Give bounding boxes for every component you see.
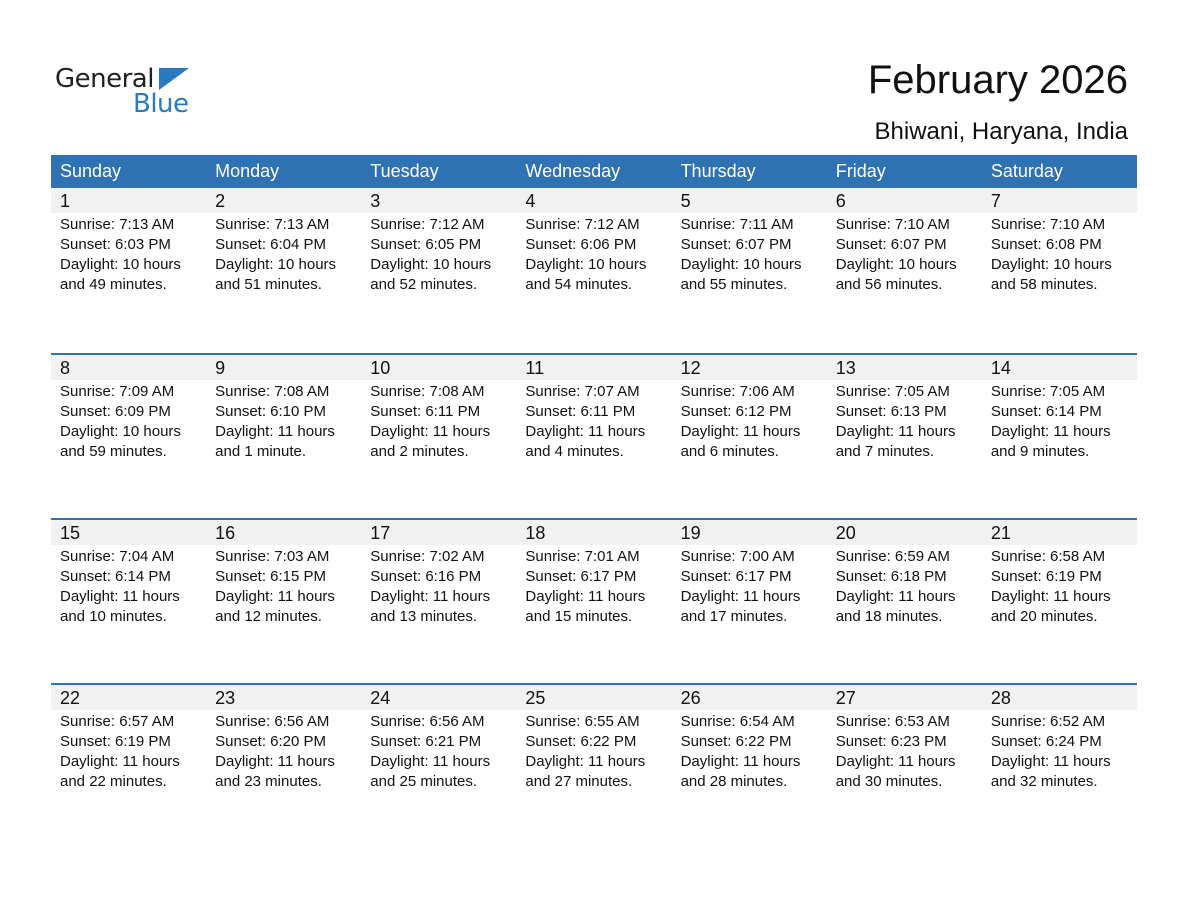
day-info	[516, 710, 671, 792]
sunset-text: Sunset: 6:14 PM	[60, 568, 171, 585]
day-info	[206, 380, 361, 462]
sunrise-text: Sunrise: 6:53 AM	[835, 713, 950, 730]
logo-text-blue: Blue	[133, 89, 189, 119]
daylight-text: Daylight: 11 hours	[990, 423, 1111, 440]
day-cell	[206, 188, 361, 295]
sunrise-text: Sunrise: 7:00 AM	[680, 548, 795, 565]
day-info	[982, 380, 1137, 462]
daylight-text: Daylight: 11 hours	[680, 753, 801, 770]
daylight-text: and 27 minutes.	[525, 773, 633, 790]
day-info	[982, 213, 1137, 295]
day-cell	[982, 520, 1137, 627]
daylight-text: and 10 minutes.	[60, 608, 167, 625]
daylight-text: Daylight: 10 hours	[680, 256, 802, 273]
day-number: 10	[361, 355, 516, 380]
day-info	[51, 213, 206, 295]
daylight-text: Daylight: 11 hours	[215, 423, 335, 440]
day-cell	[672, 188, 827, 295]
daylight-text: and 12 minutes.	[215, 608, 322, 625]
day-info	[827, 380, 982, 462]
daylight-text: and 15 minutes.	[525, 608, 633, 625]
daylight-text: and 54 minutes.	[525, 276, 633, 293]
daylight-text: and 32 minutes.	[990, 773, 1098, 790]
daylight-text: Daylight: 11 hours	[215, 588, 335, 605]
daylight-text: and 4 minutes.	[525, 443, 624, 460]
day-number: 6	[827, 188, 982, 213]
sunset-text: Sunset: 6:17 PM	[525, 568, 637, 585]
day-number: 24	[361, 685, 516, 710]
day-number: 1	[51, 188, 206, 213]
sunset-text: Sunset: 6:15 PM	[215, 568, 327, 585]
day-number: 19	[672, 520, 827, 545]
day-info	[361, 545, 516, 627]
daylight-text: and 17 minutes.	[680, 608, 788, 625]
logo-text-general: General	[55, 64, 154, 94]
sunset-text: Sunset: 6:07 PM	[680, 236, 792, 253]
daylight-text: Daylight: 10 hours	[215, 256, 337, 273]
day-cell	[827, 355, 982, 462]
day-number: 8	[51, 355, 206, 380]
calendar-body	[51, 188, 1137, 848]
daylight-text: Daylight: 11 hours	[370, 423, 491, 440]
day-info	[827, 710, 982, 792]
day-cell	[51, 520, 206, 627]
day-info	[982, 545, 1137, 627]
day-number: 4	[516, 188, 671, 213]
daylight-text: Daylight: 11 hours	[990, 753, 1111, 770]
day-number: 7	[982, 188, 1137, 213]
day-number: 11	[516, 355, 671, 380]
daylight-text: Daylight: 11 hours	[370, 588, 491, 605]
sunset-text: Sunset: 6:16 PM	[370, 568, 482, 585]
day-cell	[982, 188, 1137, 295]
sunset-text: Sunset: 6:24 PM	[990, 733, 1102, 750]
day-number: 22	[51, 685, 206, 710]
daylight-text: and 49 minutes.	[60, 276, 167, 293]
day-info	[516, 213, 671, 295]
day-cell	[516, 355, 671, 462]
day-cell	[827, 520, 982, 627]
location-subtitle: Bhiwani, Haryana, India	[874, 118, 1128, 145]
day-info	[51, 380, 206, 462]
daylight-text: and 22 minutes.	[60, 773, 167, 790]
sunrise-text: Sunrise: 6:55 AM	[525, 713, 640, 730]
day-number: 16	[206, 520, 361, 545]
sunset-text: Sunset: 6:21 PM	[370, 733, 482, 750]
daylight-text: and 59 minutes.	[60, 443, 167, 460]
generalblue-logo	[55, 64, 205, 124]
day-number: 14	[982, 355, 1137, 380]
day-cell	[51, 355, 206, 462]
week-row	[51, 518, 1137, 683]
day-number: 26	[672, 685, 827, 710]
day-cell	[361, 520, 516, 627]
day-info	[672, 545, 827, 627]
day-info	[206, 545, 361, 627]
day-number: 23	[206, 685, 361, 710]
daylight-text: Daylight: 10 hours	[990, 256, 1112, 273]
day-cell	[516, 685, 671, 792]
daylight-text: and 28 minutes.	[680, 773, 788, 790]
day-info	[827, 213, 982, 295]
day-cell	[672, 685, 827, 792]
logo-triangle-icon	[159, 68, 189, 90]
sunset-text: Sunset: 6:11 PM	[370, 403, 481, 420]
day-number: 5	[672, 188, 827, 213]
daylight-text: Daylight: 11 hours	[60, 588, 180, 605]
sunrise-text: Sunrise: 7:10 AM	[835, 216, 950, 233]
sunrise-text: Sunrise: 7:03 AM	[215, 548, 330, 565]
daylight-text: and 55 minutes.	[680, 276, 788, 293]
sunset-text: Sunset: 6:17 PM	[680, 568, 792, 585]
day-info	[516, 380, 671, 462]
day-info	[672, 213, 827, 295]
sunrise-text: Sunrise: 7:10 AM	[990, 216, 1106, 233]
sunrise-text: Sunrise: 6:59 AM	[835, 548, 950, 565]
day-number: 13	[827, 355, 982, 380]
daylight-text: Daylight: 10 hours	[835, 256, 957, 273]
daylight-text: Daylight: 10 hours	[60, 256, 181, 273]
daylight-text: and 2 minutes.	[370, 443, 469, 460]
daylight-text: Daylight: 11 hours	[680, 588, 801, 605]
sunset-text: Sunset: 6:23 PM	[835, 733, 947, 750]
week-row	[51, 683, 1137, 848]
daylight-text: Daylight: 10 hours	[60, 423, 181, 440]
sunrise-text: Sunrise: 7:04 AM	[60, 548, 175, 565]
day-info	[516, 545, 671, 627]
day-number: 28	[982, 685, 1137, 710]
day-number: 20	[827, 520, 982, 545]
sunset-text: Sunset: 6:10 PM	[215, 403, 327, 420]
weekday-header-row	[51, 155, 1137, 188]
sunrise-text: Sunrise: 7:13 AM	[215, 216, 330, 233]
day-info	[51, 545, 206, 627]
sunrise-text: Sunrise: 7:01 AM	[525, 548, 640, 565]
sunrise-text: Sunrise: 7:02 AM	[370, 548, 485, 565]
day-cell	[206, 685, 361, 792]
week-row	[51, 188, 1137, 353]
daylight-text: Daylight: 11 hours	[990, 588, 1111, 605]
sunset-text: Sunset: 6:09 PM	[60, 403, 171, 420]
sunset-text: Sunset: 6:20 PM	[215, 733, 327, 750]
weekday-header-monday: Monday	[215, 161, 280, 181]
sunset-text: Sunset: 6:07 PM	[835, 236, 947, 253]
sunset-text: Sunset: 6:18 PM	[835, 568, 947, 585]
daylight-text: and 51 minutes.	[215, 276, 322, 293]
daylight-text: Daylight: 11 hours	[835, 423, 956, 440]
day-cell	[982, 685, 1137, 792]
sunset-text: Sunset: 6:14 PM	[990, 403, 1102, 420]
day-info	[206, 710, 361, 792]
day-number: 9	[206, 355, 361, 380]
day-cell	[672, 355, 827, 462]
sunrise-text: Sunrise: 7:05 AM	[835, 383, 950, 400]
day-cell	[827, 685, 982, 792]
day-cell	[361, 188, 516, 295]
sunset-text: Sunset: 6:06 PM	[525, 236, 637, 253]
day-number: 3	[361, 188, 516, 213]
sunset-text: Sunset: 6:22 PM	[680, 733, 792, 750]
sunrise-text: Sunrise: 7:09 AM	[60, 383, 175, 400]
daylight-text: Daylight: 11 hours	[370, 753, 491, 770]
daylight-text: Daylight: 11 hours	[525, 423, 646, 440]
day-number: 15	[51, 520, 206, 545]
sunrise-text: Sunrise: 7:05 AM	[990, 383, 1106, 400]
sunrise-text: Sunrise: 7:08 AM	[370, 383, 485, 400]
daylight-text: and 7 minutes.	[835, 443, 935, 460]
daylight-text: Daylight: 11 hours	[215, 753, 335, 770]
day-number: 2	[206, 188, 361, 213]
day-number: 17	[361, 520, 516, 545]
day-cell	[361, 355, 516, 462]
day-info	[672, 710, 827, 792]
day-info	[361, 213, 516, 295]
daylight-text: and 6 minutes.	[680, 443, 779, 460]
sunrise-text: Sunrise: 7:06 AM	[680, 383, 795, 400]
sunset-text: Sunset: 6:11 PM	[525, 403, 636, 420]
sunset-text: Sunset: 6:13 PM	[835, 403, 947, 420]
daylight-text: Daylight: 11 hours	[835, 588, 956, 605]
sunset-text: Sunset: 6:12 PM	[680, 403, 792, 420]
sunset-text: Sunset: 6:08 PM	[990, 236, 1102, 253]
sunset-text: Sunset: 6:22 PM	[525, 733, 637, 750]
daylight-text: Daylight: 10 hours	[370, 256, 492, 273]
daylight-text: and 58 minutes.	[990, 276, 1098, 293]
daylight-text: and 30 minutes.	[835, 773, 943, 790]
daylight-text: and 18 minutes.	[835, 608, 943, 625]
day-cell	[982, 355, 1137, 462]
daylight-text: and 52 minutes.	[370, 276, 478, 293]
sunset-text: Sunset: 6:03 PM	[60, 236, 171, 253]
daylight-text: and 13 minutes.	[370, 608, 478, 625]
day-info	[672, 380, 827, 462]
day-cell	[206, 355, 361, 462]
daylight-text: and 23 minutes.	[215, 773, 322, 790]
sunrise-text: Sunrise: 6:57 AM	[60, 713, 175, 730]
sunrise-text: Sunrise: 6:54 AM	[680, 713, 795, 730]
sunrise-text: Sunrise: 6:52 AM	[990, 713, 1106, 730]
sunrise-text: Sunrise: 6:56 AM	[215, 713, 330, 730]
day-number: 18	[516, 520, 671, 545]
day-info	[361, 710, 516, 792]
weekday-header-wednesday: Wednesday	[525, 161, 621, 181]
day-number: 25	[516, 685, 671, 710]
day-cell	[206, 520, 361, 627]
weekday-header-thursday: Thursday	[680, 161, 756, 181]
daylight-text: and 9 minutes.	[990, 443, 1090, 460]
sunset-text: Sunset: 6:19 PM	[60, 733, 171, 750]
sunrise-text: Sunrise: 6:58 AM	[990, 548, 1106, 565]
day-cell	[827, 188, 982, 295]
weekday-header-saturday: Saturday	[990, 161, 1063, 181]
day-cell	[51, 685, 206, 792]
day-info	[361, 380, 516, 462]
daylight-text: and 56 minutes.	[835, 276, 943, 293]
daylight-text: and 1 minute.	[215, 443, 307, 460]
daylight-text: Daylight: 11 hours	[525, 753, 646, 770]
weekday-header-tuesday: Tuesday	[370, 161, 439, 181]
sunrise-text: Sunrise: 7:12 AM	[525, 216, 640, 233]
weekday-header-friday: Friday	[835, 161, 886, 181]
daylight-text: Daylight: 11 hours	[525, 588, 646, 605]
calendar-table	[51, 155, 1137, 848]
weekday-header-sunday: Sunday	[60, 161, 122, 181]
daylight-text: and 25 minutes.	[370, 773, 478, 790]
sunset-text: Sunset: 6:19 PM	[990, 568, 1102, 585]
sunrise-text: Sunrise: 7:07 AM	[525, 383, 640, 400]
day-info	[51, 710, 206, 792]
daylight-text: and 20 minutes.	[990, 608, 1098, 625]
day-cell	[361, 685, 516, 792]
sunrise-text: Sunrise: 7:08 AM	[215, 383, 330, 400]
daylight-text: Daylight: 11 hours	[680, 423, 801, 440]
day-info	[827, 545, 982, 627]
sunrise-text: Sunrise: 7:13 AM	[60, 216, 175, 233]
sunset-text: Sunset: 6:05 PM	[370, 236, 482, 253]
sunrise-text: Sunrise: 7:12 AM	[370, 216, 485, 233]
sunrise-text: Sunrise: 7:11 AM	[680, 216, 794, 233]
day-info	[206, 213, 361, 295]
week-row	[51, 353, 1137, 518]
day-cell	[516, 188, 671, 295]
day-number: 27	[827, 685, 982, 710]
daylight-text: Daylight: 11 hours	[835, 753, 956, 770]
day-cell	[51, 188, 206, 295]
day-cell	[516, 520, 671, 627]
day-cell	[672, 520, 827, 627]
sunrise-text: Sunrise: 6:56 AM	[370, 713, 485, 730]
day-info	[982, 710, 1137, 792]
day-number: 12	[672, 355, 827, 380]
daylight-text: Daylight: 11 hours	[60, 753, 180, 770]
day-number: 21	[982, 520, 1137, 545]
daylight-text: Daylight: 10 hours	[525, 256, 647, 273]
page-title: February 2026	[867, 58, 1128, 102]
sunset-text: Sunset: 6:04 PM	[215, 236, 327, 253]
